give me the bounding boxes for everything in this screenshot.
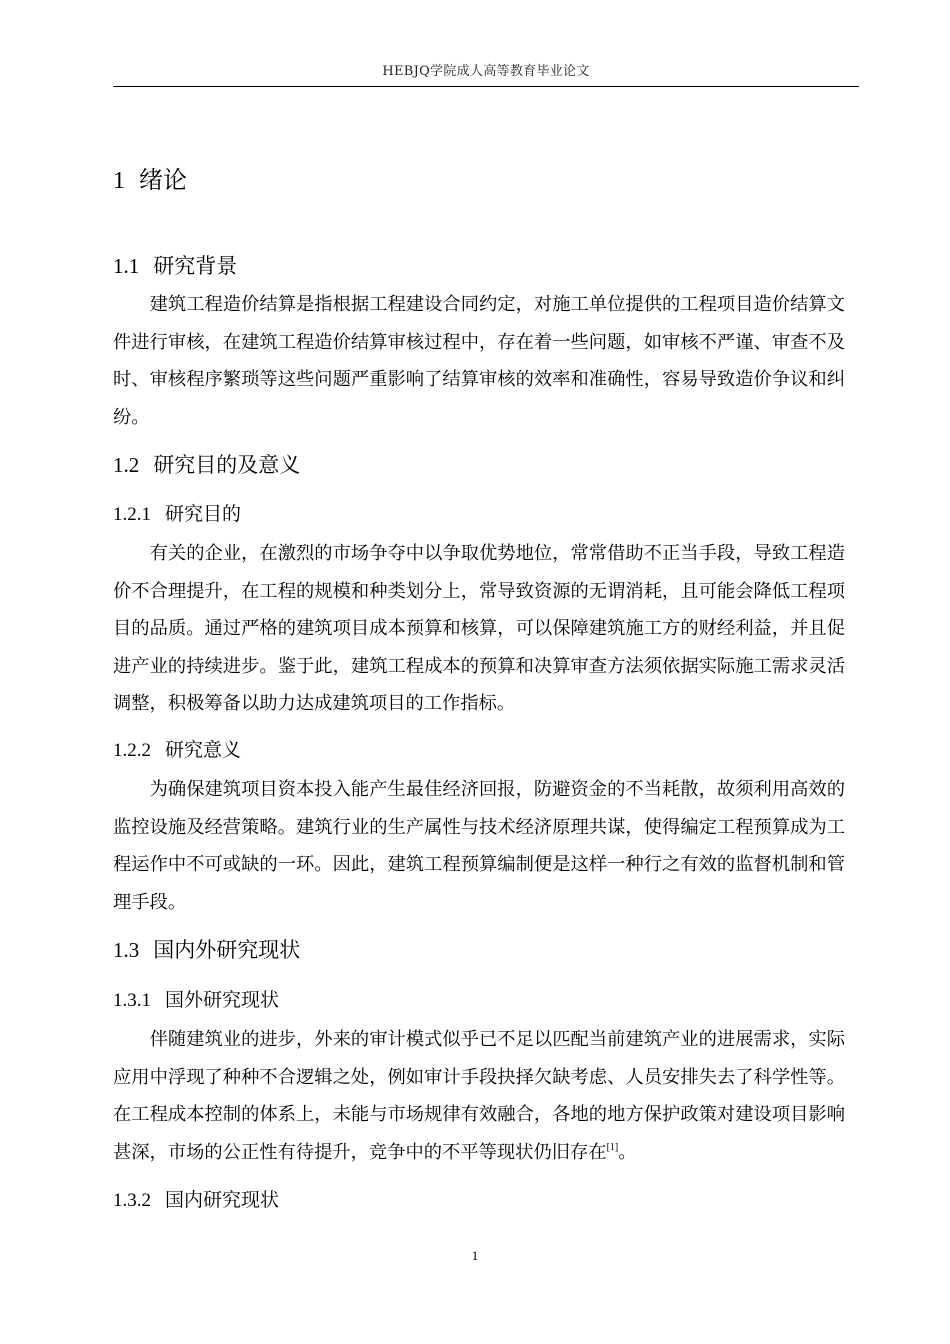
subsection-number: 1.2.1 — [113, 504, 151, 525]
paragraph-research-purpose: 有关的企业，在激烈的市场争夺中以争取优势地位，常常借助不正当手段，导致工程造价不合理提升，在工程的规模和种类划分上，常导致资源的无谓消耗，且可能会降低工程项目的品质。通过严格的建筑项目成本预算和核算，可以保障建筑施工方的财经利益，并且促进产业的持续进步。鉴于此，建筑工程成本的预算和决算审查方法须依据实际施工需求灵活调整，积极筹备以助力达成建筑项目的工作指标。 — [113, 543, 845, 714]
section-title: 研究目的及意义 — [153, 453, 301, 477]
section-title: 研究背景 — [153, 254, 238, 278]
subsection-title: 国内研究现状 — [165, 1189, 280, 1211]
paragraph-foreign-research — [113, 1021, 845, 1171]
page-number: 1 — [471, 1248, 479, 1263]
section-heading-1-1 — [113, 250, 237, 280]
chapter-heading — [113, 160, 187, 195]
chapter-title: 绪论 — [139, 166, 187, 194]
citation-reference[interactable]: [1] — [606, 1141, 619, 1153]
paragraph-research-background: 建筑工程造价结算是指根据工程建设合同约定，对施工单位提供的工程项目造价结算文件进行审核，在建筑工程造价结算审核过程中，存在着一些问题，如审核不严谨、审查不及时、审核程序繁琐等这些问题严重影响了结算审核的效率和准确性，容易导致造价争议和纠纷。 — [113, 294, 845, 428]
section-heading-1-2 — [113, 449, 300, 479]
subsection-title: 国外研究现状 — [165, 989, 280, 1011]
subsection-heading-1-3-2 — [113, 1185, 279, 1212]
paragraph-research-significance: 为确保建筑项目资本投入能产生最佳经济回报，防避资金的不当耗散，故须利用高效的监控设施及经营策略。建筑行业的生产属性与技术经济原理共谋，使得编定工程预算成为工程运作中不可或缺的一环。因此，建筑工程预算编制便是这样一种行之有效的监督机制和管理手段。 — [113, 779, 845, 913]
paragraph-text: 伴随建筑业的进步，外来的审计模式似乎已不足以匹配当前建筑产业的进展需求，实际应用中浮现了种种不合逻辑之处，例如审计手段抉择欠缺考虑、人员安排失去了科学性等。在工程成本控制的体系上，未能与市场规律有效融合，各地的地方保护政策对建设项目影响甚深，市场的公正性有待提升，竞争中的不平等现状仍旧存在 — [113, 1029, 845, 1163]
subsection-heading-1-2-2 — [113, 735, 241, 762]
header-rule — [113, 86, 859, 87]
subsection-heading-1-3-1 — [113, 985, 279, 1012]
section-number: 1.1 — [113, 254, 140, 278]
subsection-heading-1-2-1 — [113, 499, 241, 526]
subsection-number: 1.3.2 — [113, 1190, 151, 1211]
paragraph-end: 。 — [618, 1141, 637, 1163]
chapter-number: 1 — [113, 168, 125, 194]
section-title: 国内外研究现状 — [153, 938, 301, 962]
subsection-number: 1.3.1 — [113, 990, 151, 1011]
section-heading-1-3 — [113, 934, 300, 964]
subsection-title: 研究意义 — [165, 739, 242, 761]
subsection-number: 1.2.2 — [113, 740, 151, 761]
section-number: 1.3 — [113, 938, 140, 962]
subsection-title: 研究目的 — [165, 503, 242, 525]
section-number: 1.2 — [113, 453, 140, 477]
running-header: HEBJQ学院成人高等教育毕业论文 — [382, 64, 590, 79]
